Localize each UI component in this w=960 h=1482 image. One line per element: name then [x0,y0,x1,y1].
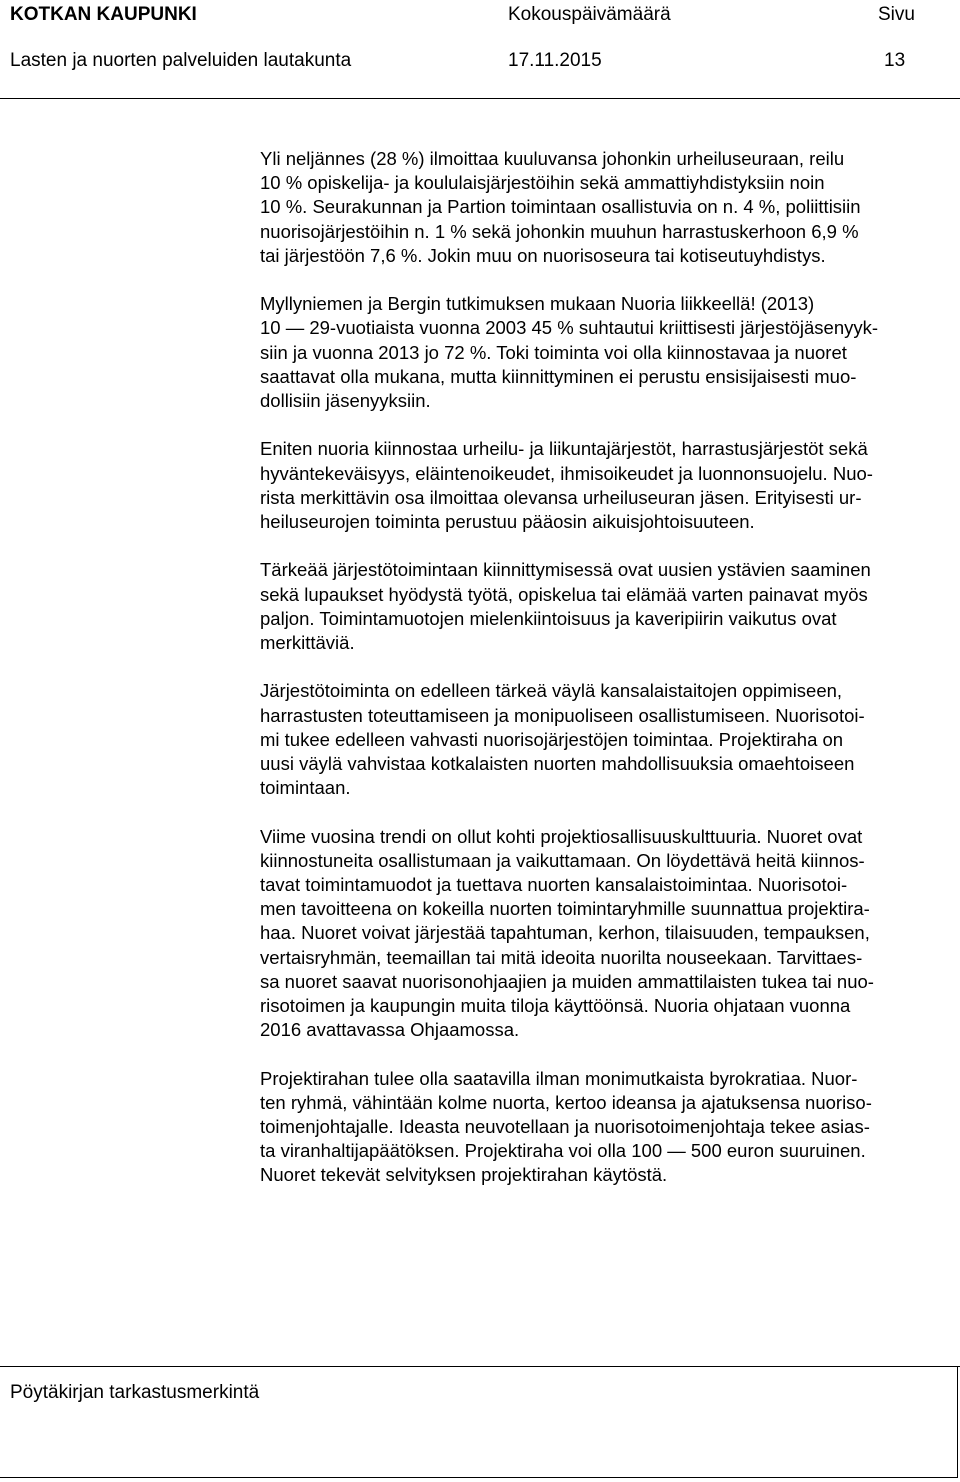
meeting-date: 17.11.2015 [508,50,602,71]
text-line: haa. Nuoret voivat järjestää tapahtuman, kerhon, tilaisuuden, tempauksen, [260,922,870,944]
text-line: sa nuoret saavat nuorisonohjaajien ja muiden ammattilaisten tukea tai nuo- [260,970,874,992]
text-line: sekä lupaukset hyödystä työtä, opiskelua tai elämää varten painavat myös [260,583,868,605]
text-line: ta viranhaltijapäätöksen. Projektiraha voi olla 100 — 500 euron suuruinen. [260,1140,866,1162]
text-line: tavat toimintamuodot ja tuettava nuorten kansalaistoimintaa. Nuorisotoi- [260,874,848,896]
text-line: Projektirahan tulee olla saatavilla ilman monimutkaista byrokratiaa. Nuor- [260,1067,858,1089]
footer-divider [0,1366,960,1367]
text-line: hyväntekeväisyys, eläintenoikeudet, ihmisoikeudet ja luonnonsuojelu. Nuo- [260,462,873,484]
text-line: Myllyniemen ja Bergin tutkimuksen mukaan Nuoria liikkeellä! (2013) [260,293,815,315]
text-line: merkittäviä. [260,632,355,654]
text-line: rista merkittävin osa ilmoittaa olevansa urheiluseuran jäsen. Erityisesti ur- [260,486,862,508]
text-line: Viime vuosina trendi on ollut kohti projektiosallisuuskulttuuria. Nuoret ovat [260,825,863,847]
text-line: nuorisojärjestöihin n. 1 % sekä johonkin muuhun harrastuskerhoon 6,9 % [260,220,859,242]
document-body [260,147,956,1212]
text-line: risotoimen ja kaupungin muita tiloja käyttöönsä. Nuoria ohjataan vuonna [260,995,851,1017]
text-line: Eniten nuoria kiinnostaa urheilu- ja liikuntajärjestöt, harrastusjärjestöt sekä [260,438,868,460]
text-line: 10 — 29-vuotiaista vuonna 2003 45 % suhtautui kriittisesti järjestöjäsenyyk- [260,317,879,339]
paragraph [260,558,956,655]
paragraph [260,292,956,413]
text-line: Yli neljännes (28 %) ilmoittaa kuuluvansa johonkin urheiluseuraan, reilu [260,148,845,169]
paragraph [260,679,956,800]
text-line: harrastusten toteuttamiseen ja monipuoliseen osallistumiseen. Nuorisotoi- [260,704,865,726]
text-line: Tärkeää järjestötoimintaan kiinnittymisessä ovat uusien ystävien saaminen [260,559,871,581]
organization-name: KOTKAN KAUPUNKI [10,4,197,25]
footer-label: Pöytäkirjan tarkastusmerkintä [10,1382,260,1403]
text-line: dollisiin jäsenyyksiin. [260,390,431,412]
paragraph [260,1067,956,1188]
committee-name: Lasten ja nuorten palveluiden lautakunta [10,50,352,71]
text-line: 2016 avattavassa Ohjaamossa. [260,1019,520,1041]
date-label: Kokouspäivämäärä [508,4,671,25]
text-line: toimintaan. [260,777,351,799]
text-line: Nuoret tekevät selvityksen projektirahan käytöstä. [260,1164,668,1186]
paragraph [260,825,956,1043]
text-line: men tavoitteena on kokeilla nuorten toimintaryhmille suunnattua projektira- [260,898,870,920]
text-line: saattavat olla mukana, mutta kiinnittyminen ei perustu ensisijaisesti muo- [260,365,857,387]
header-divider [0,98,960,99]
text-line: tai järjestöön 7,6 %. Jokin muu on nuorisoseura tai kotiseutuyhdistys. [260,244,826,266]
text-line: uusi väylä vahvistaa kotkalaisten nuorten mahdollisuuksia omaehtoiseen [260,753,855,775]
page-label: Sivu [878,4,915,25]
text-line: ten ryhmä, vähintään kolme nuorta, kertoo ideansa ja ajatuksensa nuoriso- [260,1091,872,1113]
paragraph [260,437,956,534]
text-line: kiinnostuneita osallistumaan ja vaikuttamaan. On löydettävä heitä kiinnos- [260,849,865,871]
page-number: 13 [884,50,906,71]
text-line: 10 %. Seurakunnan ja Partion toimintaan osallistuvia on n. 4 %, poliittisiin [260,196,861,218]
text-line: 10 % opiskelija- ja koululaisjärjestöihin sekä ammattiyhdistyksiin noin [260,172,825,194]
text-line: Järjestötoiminta on edelleen tärkeä väylä kansalaistaitojen oppimiseen, [260,680,843,702]
text-line: heiluseurojen toiminta perustuu pääosin aikuisjohtoisuuteen. [260,511,755,533]
text-line: siin ja vuonna 2013 jo 72 %. Toki toiminta voi olla kiinnostavaa ja nuoret [260,341,847,363]
paragraph [260,147,956,268]
text-line: paljon. Toimintamuotojen mielenkiintoisuus ja kaveripiirin vaikutus ovat [260,607,837,629]
text-line: toimenjohtajalle. Ideasta neuvotellaan ja nuorisotoimenjohtaja tekee asias- [260,1116,870,1138]
text-line: vertaisryhmän, teemaillan tai mitä ideoita nuorilta nouseekaan. Tarvittaes- [260,946,863,968]
text-line: mi tukee edelleen vahvasti nuorisojärjestöjen toimintaa. Projektiraha on [260,728,844,750]
